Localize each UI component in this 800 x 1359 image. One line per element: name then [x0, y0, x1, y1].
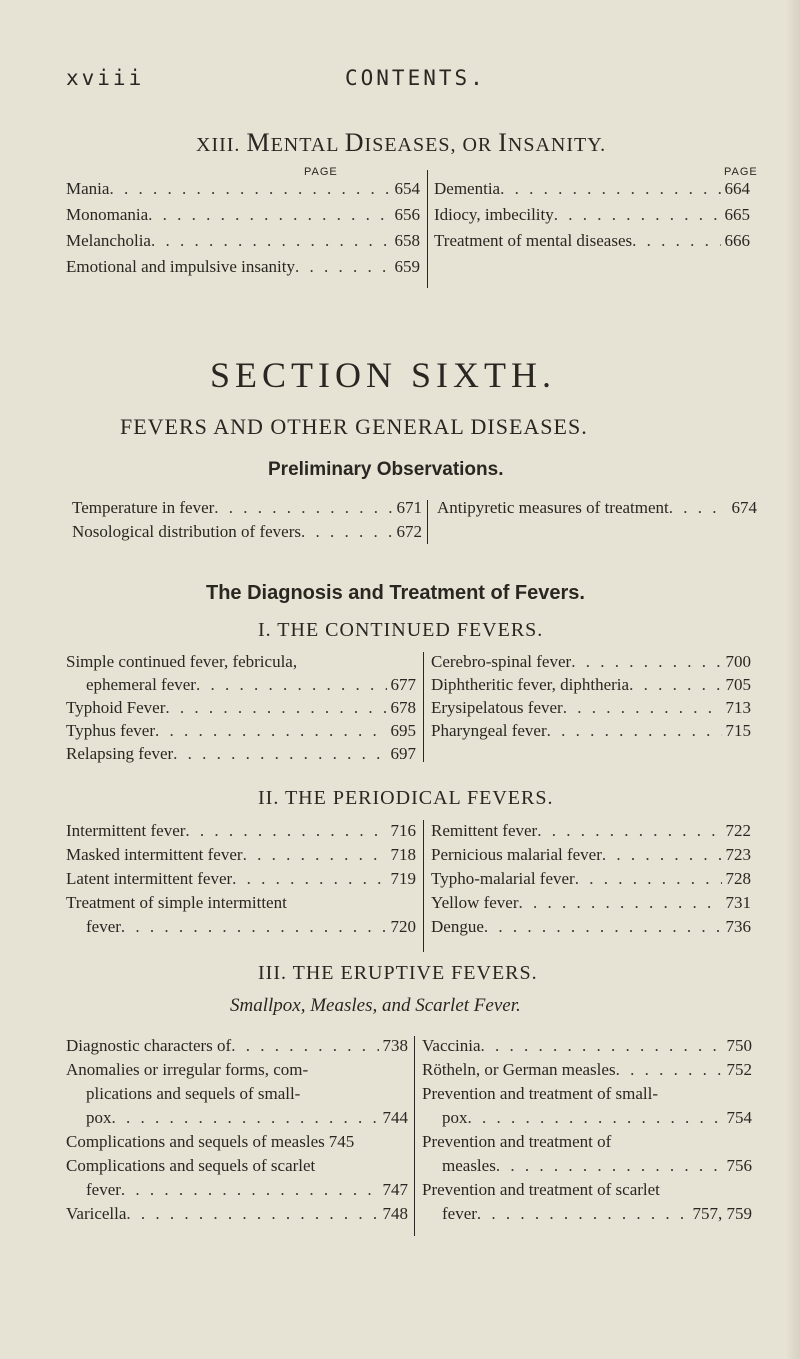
toc-entry[interactable]: Emotional and impulsive insanity . . . 659: [66, 257, 420, 277]
section-title: SECTION SIXTH.: [210, 355, 556, 395]
toc-entry[interactable]: Mania . . . 654: [66, 179, 420, 199]
toc-entry[interactable]: Dementia . . . 664: [434, 179, 750, 199]
toc-entry[interactable]: Pharyngeal fever . . . 715: [431, 721, 751, 741]
mental-heading-w3: ISEASES: [364, 134, 451, 156]
toc-entry[interactable]: Masked intermittent fever . . . 718: [66, 845, 416, 865]
toc-entry[interactable]: Idiocy, imbecility . . . 665: [434, 205, 750, 225]
mental-heading-w7: .: [600, 134, 607, 156]
page-column-label-right: PAGE: [724, 166, 758, 178]
toc-entry[interactable]: fever . . . 747: [86, 1180, 408, 1200]
toc-entry-line: plications and sequels of small-: [86, 1084, 301, 1103]
toc-entry[interactable]: measles . . . 756: [442, 1156, 752, 1176]
toc-entry[interactable]: Antipyretic measures of treatment . . . 674: [437, 498, 757, 518]
column-divider: [414, 1036, 415, 1236]
eruptive-heading: III. THE ERUPTIVE FEVERS.: [258, 962, 538, 984]
mental-heading-w4: , OR: [450, 134, 493, 156]
toc-entry[interactable]: fever . . . 757, 759: [442, 1204, 752, 1224]
toc-entry[interactable]: fever . . . 720: [86, 917, 416, 937]
toc-entry[interactable]: Typho-malarial fever . . . 728: [431, 869, 751, 889]
toc-entry[interactable]: Nosological distribution of fevers . . . 672: [72, 522, 422, 542]
page-number: xviii: [66, 66, 145, 90]
toc-entry[interactable]: Typhoid Fever . . . 678: [66, 698, 416, 718]
mental-heading-w0: M: [246, 128, 271, 157]
toc-entry-line: Anomalies or irregular forms, com-: [66, 1060, 309, 1079]
toc-entry-line: Prevention and treatment of small-: [422, 1084, 659, 1103]
eruptive-subheading: Smallpox, Measles, and Scarlet Fever.: [230, 995, 521, 1016]
toc-entry[interactable]: Dengue . . . 736: [431, 917, 751, 937]
column-divider: [423, 820, 424, 952]
continued-heading: I. THE CONTINUED FEVERS.: [258, 619, 544, 641]
toc-entry[interactable]: Diagnostic characters of . . . 738: [66, 1036, 408, 1056]
column-divider: [427, 170, 428, 288]
toc-entry-line: Treatment of simple intermittent: [66, 893, 287, 912]
mental-heading: [196, 128, 606, 158]
page-column-label: PAGE: [304, 166, 338, 178]
toc-entry-line: Complications and sequels of scarlet: [66, 1156, 316, 1175]
toc-entry[interactable]: Melancholia . . . 658: [66, 231, 420, 251]
periodical-heading: II. THE PERIODICAL FEVERS.: [258, 787, 554, 809]
toc-entry[interactable]: Intermittent fever . . . 716: [66, 821, 416, 841]
mental-heading-num: XIII.: [196, 134, 241, 156]
mental-heading-w2: D: [344, 128, 365, 157]
toc-entry[interactable]: Treatment of mental diseases . . . 666: [434, 231, 750, 251]
toc-entry[interactable]: pox . . . 744: [86, 1108, 408, 1128]
page-edge-shadow: [786, 0, 800, 1359]
toc-entry[interactable]: Relapsing fever . . . 697: [66, 744, 416, 764]
toc-entry[interactable]: Latent intermittent fever . . . 719: [66, 869, 416, 889]
toc-entry[interactable]: ephemeral fever . . . 677: [86, 675, 416, 695]
preliminary-heading: Preliminary Observations.: [268, 459, 504, 480]
toc-entry[interactable]: Complications and sequels of measles 745: [66, 1132, 355, 1151]
mental-heading-w1: ENTAL: [270, 134, 339, 156]
toc-entry[interactable]: Diphtheritic fever, diphtheria . . . 705: [431, 675, 751, 695]
column-divider: [427, 500, 428, 544]
mental-heading-w5: I: [498, 128, 508, 157]
toc-entry-line: Prevention and treatment of: [422, 1132, 612, 1151]
diagnosis-heading: The Diagnosis and Treatment of Fevers.: [206, 582, 585, 604]
mental-heading-w6: NSANITY: [507, 134, 601, 156]
column-divider: [423, 652, 424, 762]
toc-entry[interactable]: Erysipelatous fever . . . 713: [431, 698, 751, 718]
toc-entry[interactable]: Varicella . . . 748: [66, 1204, 408, 1224]
toc-entry[interactable]: Cerebro-spinal fever . . . 700: [431, 652, 751, 672]
toc-entry[interactable]: Yellow fever . . . 731: [431, 893, 751, 913]
toc-entry[interactable]: Remittent fever . . . 722: [431, 821, 751, 841]
toc-entry[interactable]: Vaccinia . . . 750: [422, 1036, 752, 1056]
toc-entry-line: Simple continued fever, febricula,: [66, 652, 298, 671]
toc-entry-line: Prevention and treatment of scarlet: [422, 1180, 660, 1199]
toc-entry[interactable]: Monomania . . . 656: [66, 205, 420, 225]
running-title: CONTENTS.: [345, 66, 486, 90]
toc-entry[interactable]: Pernicious malarial fever . . . 723: [431, 845, 751, 865]
toc-entry[interactable]: pox . . . 754: [442, 1108, 752, 1128]
toc-entry[interactable]: Typhus fever . . . 695: [66, 721, 416, 741]
toc-entry[interactable]: Temperature in fever . . . 671: [72, 498, 422, 518]
toc-entry[interactable]: Rötheln, or German measles . . . 752: [422, 1060, 752, 1080]
section-subtitle: FEVERS AND OTHER GENERAL DISEASES.: [120, 414, 588, 439]
